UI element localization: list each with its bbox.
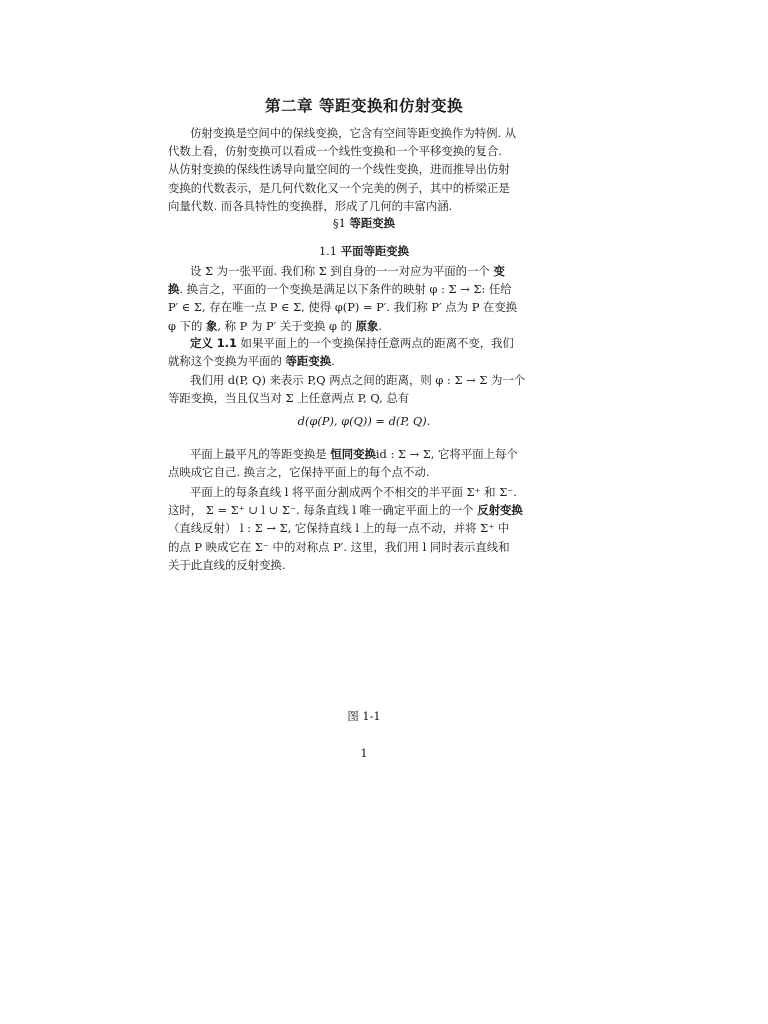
term-bold: 换 bbox=[168, 282, 180, 297]
section-title: 等距变换 bbox=[349, 216, 396, 230]
text-line: 平面上的每条直线 l 将平面分割成两个不相交的半平面 Σ⁺ 和 Σ⁻. bbox=[190, 485, 517, 499]
text-run: id : Σ → Σ, 它将平面上每个 bbox=[375, 447, 518, 461]
text-run: . bbox=[378, 318, 383, 333]
term-bold: 恒同变换 bbox=[330, 447, 376, 461]
display-equation: d(φ(P), φ(Q)) = d(P, Q). bbox=[297, 414, 431, 428]
text-line bbox=[168, 317, 560, 335]
text-line: 的点 P 映成它在 Σ⁻ 中的对称点 P′. 这里，我们用 l 同时表示直线和 bbox=[168, 539, 510, 554]
paragraph-identity bbox=[168, 445, 560, 481]
text-run: , 称 P 为 P′ 关于变换 φ 的 bbox=[217, 318, 356, 333]
text-line bbox=[168, 352, 560, 370]
subsection-number: 1.1 bbox=[318, 244, 338, 258]
intro-paragraph bbox=[168, 124, 560, 215]
text-run: 就称这个变换为平面的 bbox=[168, 354, 286, 369]
text-run: 这时， Σ = Σ⁺ ∪ l ∪ Σ⁻. 每条直线 l 唯一确定平面上的一个 bbox=[168, 503, 478, 518]
text-run: φ 下的 bbox=[168, 318, 206, 333]
page-number: 1 bbox=[360, 746, 368, 760]
subsection-title: 平面等距变换 bbox=[340, 244, 410, 258]
figure-caption: 图 1-1 bbox=[347, 709, 381, 723]
paragraph-distance bbox=[168, 371, 560, 407]
subsection-heading bbox=[168, 243, 560, 259]
intro-line: 变换的代数表示，是几何代数化又一个完美的例子，其中的桥梁正是 bbox=[168, 180, 510, 195]
text-run: 设 Σ 为一张平面. 我们称 Σ 到自身的一一对应为平面的一个 bbox=[190, 264, 494, 278]
intro-line: 向量代数. 而各具特性的变换群，形成了几何的丰富内涵. bbox=[168, 198, 453, 213]
text-run: . bbox=[331, 354, 335, 369]
intro-line: 从仿射变换的保线性诱导向量空间的一个线性变换，进而推导出仿射 bbox=[168, 162, 510, 177]
paragraph-transform-definition bbox=[168, 262, 560, 335]
text-run: 平面上最平凡的等距变换是 bbox=[190, 447, 331, 461]
text-line: P′ ∈ Σ, 存在唯一点 P ∈ Σ, 使得 φ(P) = P′. 我们称 P′ 点为 P 在变换 bbox=[168, 300, 518, 315]
text-line bbox=[168, 501, 560, 519]
text-line bbox=[168, 334, 560, 352]
section-number: §1 bbox=[332, 216, 346, 230]
term-bold: 原象 bbox=[355, 318, 379, 333]
term-bold: 象 bbox=[206, 318, 218, 333]
section-heading bbox=[168, 215, 560, 231]
term-bold: 反射变换 bbox=[477, 503, 523, 518]
text-line bbox=[168, 280, 560, 298]
definition-block bbox=[168, 334, 560, 370]
text-run: . 换言之，平面的一个变换是满足以下条件的映射 φ : Σ → Σ: 任给 bbox=[179, 282, 512, 297]
term-bold: 变 bbox=[493, 264, 505, 278]
text-line: 关于此直线的反射变换. bbox=[168, 557, 286, 572]
text-line bbox=[168, 445, 560, 463]
text-run: 如果平面上的一个变换保持任意两点的距离不变，我们 bbox=[236, 336, 514, 350]
text-line: 我们用 d(P, Q) 来表示 P,Q 两点之间的距离，则 φ : Σ → Σ 为一个 bbox=[190, 373, 526, 387]
intro-line: 代数上看，仿射变换可以看成一个线性变换和一个平移变换的复合. bbox=[168, 144, 502, 159]
intro-line: 仿射变换是空间中的保线变换，它含有空间等距变换作为特例. 从 bbox=[190, 126, 517, 140]
text-line: 等距变换，当且仅当对 Σ 上任意两点 P, Q, 总有 bbox=[168, 391, 410, 406]
term-bold: 等距变换 bbox=[285, 354, 332, 369]
text-line: （直线反射） l : Σ → Σ, 它保持直线 l 上的每一点不动，并将 Σ⁺ 中 bbox=[168, 521, 510, 536]
text-line: 点映成它自己. 换言之，它保持平面上的每个点不动. bbox=[168, 465, 430, 480]
text-line bbox=[168, 262, 560, 280]
paragraph-reflection bbox=[168, 483, 560, 574]
chapter-title: 第二章 等距变换和仿射变换 bbox=[265, 97, 463, 115]
definition-label: 定义 1.1 bbox=[190, 336, 237, 350]
